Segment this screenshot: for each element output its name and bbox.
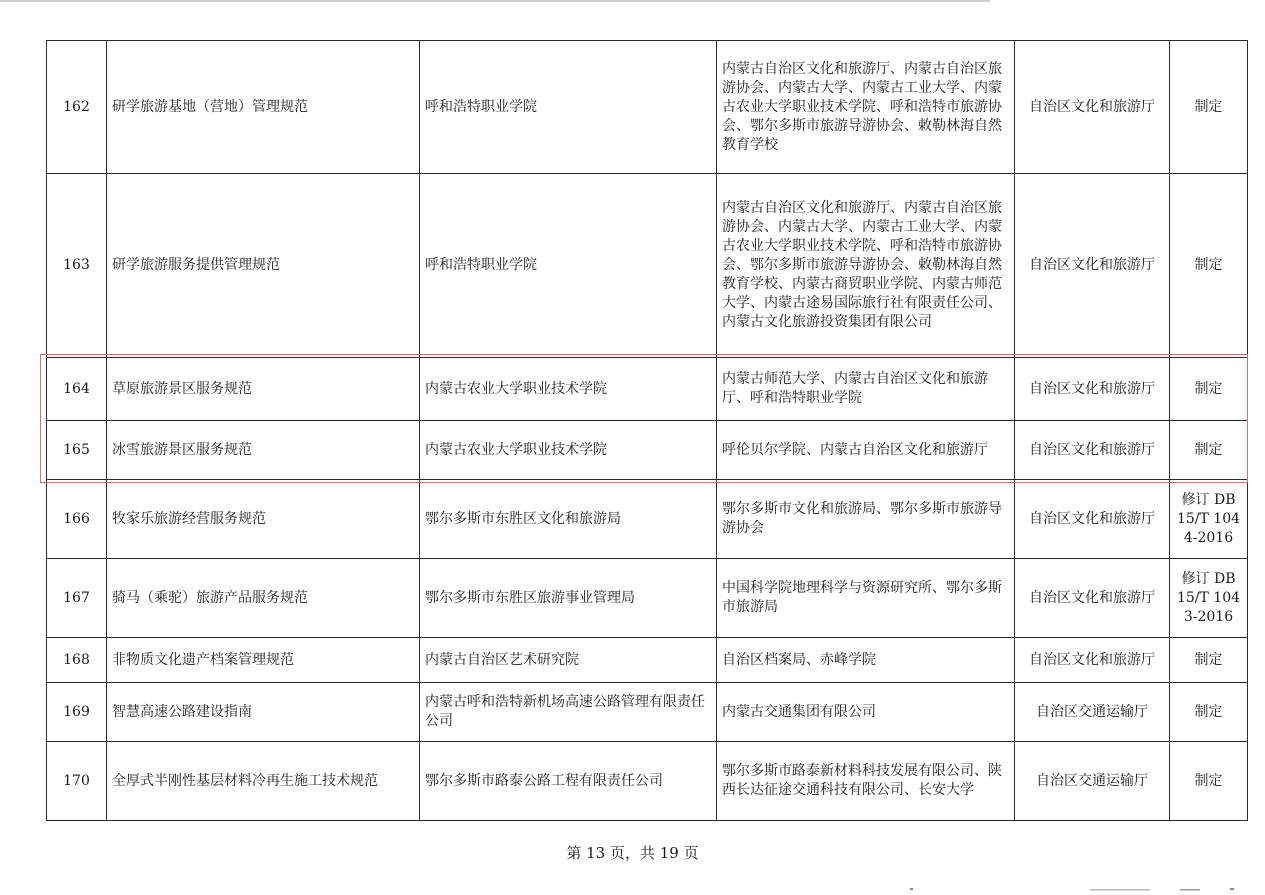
competent-department: 自治区文化和旅游厅: [1015, 421, 1170, 480]
row-number: 170: [47, 742, 107, 821]
scan-speck: [1180, 889, 1200, 891]
table-row: [47, 638, 1248, 683]
table-row: [47, 559, 1248, 638]
project-type: 修订 DB 15/T 1043-2016: [1170, 559, 1248, 638]
row-number: 162: [47, 41, 107, 174]
project-type: 制定: [1170, 742, 1248, 821]
competent-department: 自治区文化和旅游厅: [1015, 358, 1170, 421]
scan-speck: [910, 888, 913, 890]
page-footer: 第 13 页，共 19 页: [566, 844, 699, 862]
lead-unit: 呼和浩特职业学院: [420, 174, 717, 358]
standard-name: 非物质文化遗产档案管理规范: [107, 638, 420, 683]
lead-unit: 呼和浩特职业学院: [420, 41, 717, 174]
lead-unit: 内蒙古呼和浩特新机场高速公路管理有限责任公司: [420, 683, 717, 742]
competent-department: 自治区文化和旅游厅: [1015, 41, 1170, 174]
lead-unit: 内蒙古自治区艺术研究院: [420, 638, 717, 683]
standard-name: 研学旅游基地（营地）管理规范: [107, 41, 420, 174]
table-row: [47, 480, 1248, 559]
project-type: 制定: [1170, 358, 1248, 421]
competent-department: 自治区文化和旅游厅: [1015, 174, 1170, 358]
standard-name: 全厚式半刚性基层材料冷再生施工技术规范: [107, 742, 420, 821]
row-number: 167: [47, 559, 107, 638]
row-number: 165: [47, 421, 107, 480]
participating-units: 中国科学院地理科学与资源研究所、鄂尔多斯市旅游局: [717, 559, 1015, 638]
lead-unit: 内蒙古农业大学职业技术学院: [420, 358, 717, 421]
table-row: [47, 742, 1248, 821]
lead-unit: 鄂尔多斯市东胜区文化和旅游局: [420, 480, 717, 559]
participating-units: 呼伦贝尔学院、内蒙古自治区文化和旅游厅: [717, 421, 1015, 480]
table-row: [47, 174, 1248, 358]
standards-table: [46, 40, 1248, 821]
table-row: [47, 41, 1248, 174]
project-type: 制定: [1170, 638, 1248, 683]
lead-unit: 内蒙古农业大学职业技术学院: [420, 421, 717, 480]
participating-units: 内蒙古师范大学、内蒙古自治区文化和旅游厅、呼和浩特职业学院: [717, 358, 1015, 421]
project-type: 制定: [1170, 683, 1248, 742]
competent-department: 自治区文化和旅游厅: [1015, 480, 1170, 559]
row-number: 168: [47, 638, 107, 683]
lead-unit: 鄂尔多斯市东胜区旅游事业管理局: [420, 559, 717, 638]
scan-top-rule: [0, 0, 990, 2]
project-type: 修订 DB 15/T 1044-2016: [1170, 480, 1248, 559]
row-number: 164: [47, 358, 107, 421]
row-number: 169: [47, 683, 107, 742]
participating-units: 内蒙古交通集团有限公司: [717, 683, 1015, 742]
standard-name: 牧家乐旅游经营服务规范: [107, 480, 420, 559]
participating-units: 鄂尔多斯市文化和旅游局、鄂尔多斯市旅游导游协会: [717, 480, 1015, 559]
lead-unit: 鄂尔多斯市路泰公路工程有限责任公司: [420, 742, 717, 821]
competent-department: 自治区交通运输厅: [1015, 683, 1170, 742]
participating-units: 鄂尔多斯市路泰新材料科技发展有限公司、陕西长达征途交通科技有限公司、长安大学: [717, 742, 1015, 821]
table-row: [47, 683, 1248, 742]
table-row: [47, 421, 1248, 480]
project-type: 制定: [1170, 41, 1248, 174]
participating-units: 内蒙古自治区文化和旅游厅、内蒙古自治区旅游协会、内蒙古大学、内蒙古工业大学、内蒙古农业大学职业技术学院、呼和浩特市旅游协会、鄂尔多斯市旅游导游协会、敕勒林海自然教育学校、内蒙古商贸职业学院、内蒙古师范大学、内蒙古途易国际旅行社有限责任公司、内蒙古文化旅游投资集团有限公司: [717, 174, 1015, 358]
project-type: 制定: [1170, 421, 1248, 480]
standard-name: 骑马（乘驼）旅游产品服务规范: [107, 559, 420, 638]
competent-department: 自治区文化和旅游厅: [1015, 559, 1170, 638]
standard-name: 冰雪旅游景区服务规范: [107, 421, 420, 480]
standard-name: 研学旅游服务提供管理规范: [107, 174, 420, 358]
competent-department: 自治区文化和旅游厅: [1015, 638, 1170, 683]
participating-units: 自治区档案局、赤峰学院: [717, 638, 1015, 683]
scan-specks: [880, 886, 1260, 894]
competent-department: 自治区交通运输厅: [1015, 742, 1170, 821]
project-type: 制定: [1170, 174, 1248, 358]
scan-speck: [1230, 888, 1234, 890]
standard-name: 草原旅游景区服务规范: [107, 358, 420, 421]
scan-speck: [1090, 889, 1150, 891]
row-number: 163: [47, 174, 107, 358]
row-number: 166: [47, 480, 107, 559]
participating-units: 内蒙古自治区文化和旅游厅、内蒙古自治区旅游协会、内蒙古大学、内蒙古工业大学、内蒙古农业大学职业技术学院、呼和浩特市旅游协会、鄂尔多斯市旅游导游协会、敕勒林海自然教育学校: [717, 41, 1015, 174]
table-row: [47, 358, 1248, 421]
standard-name: 智慧高速公路建设指南: [107, 683, 420, 742]
